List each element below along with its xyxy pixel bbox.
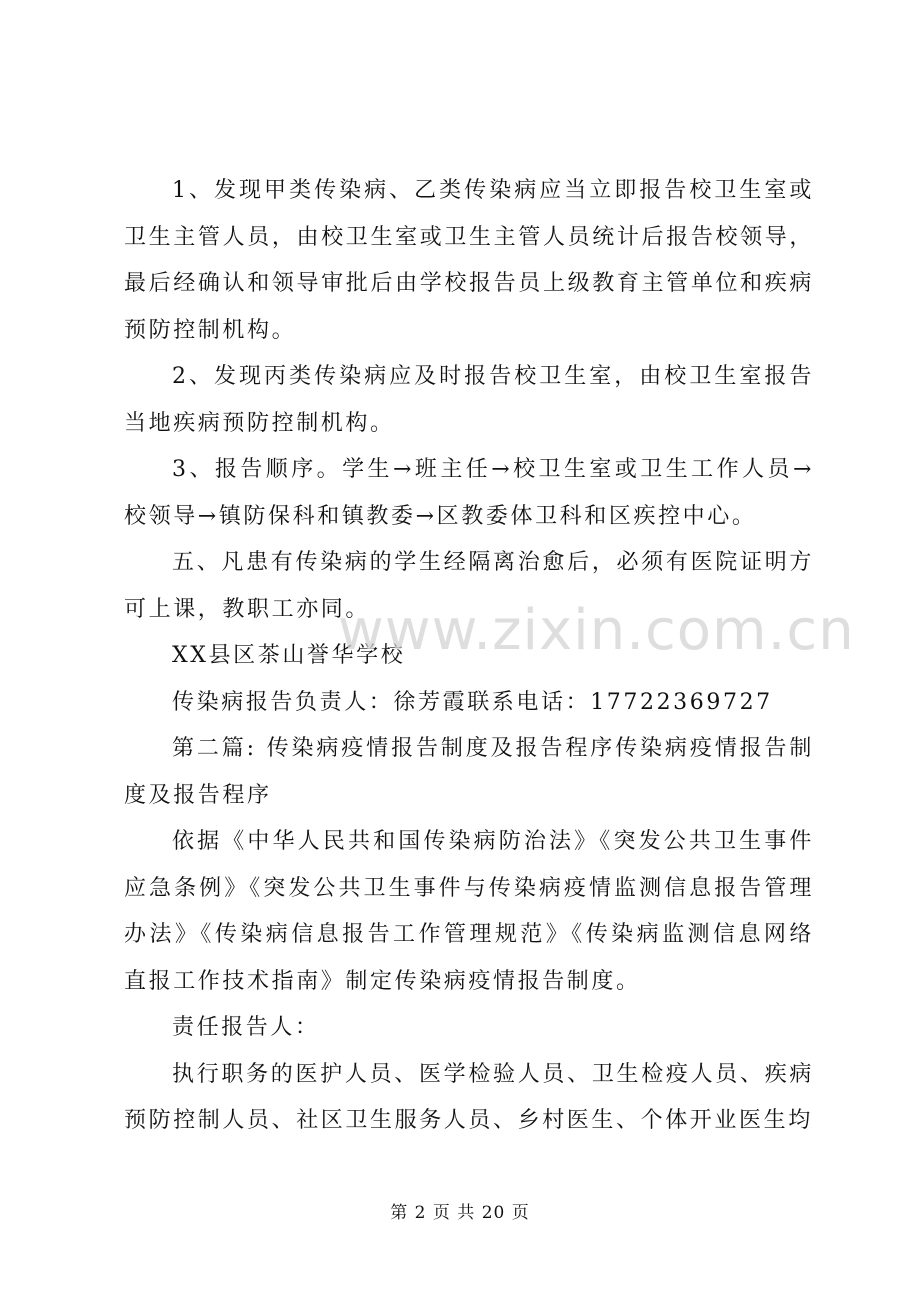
paragraph: 1、发现甲类传染病、乙类传染病应当立即报告校卫生室或卫生主管人员，由校卫生室或卫生主管人员统计后报告校领导，最后经确认和领导审批后由学校报告员上级教育主管单位和疾病预防控制机构。 [124,178,814,343]
paragraph: 责任报告人： [172,1015,320,1040]
paragraph: 3、报告顺序。学生→班主任→校卫生室或卫生工作人员→校领导→镇防保科和镇教委→区教委体卫科和区疾控中心。 [124,457,814,529]
school-name: XX县区茶山誉华学校 [172,643,406,668]
page-number-footer: 第 2 页 共 20 页 [390,1203,530,1223]
document-body [124,168,814,1145]
paragraph: 依据《中华人民共和国传染病防治法》《突发公共卫生事件应急条例》《突发公共卫生事件与传染病疫情监测信息报告管理办法》《传染病信息报告工作管理规范》《传染病监测信息网络直报工作技术指南》制定传染病疫情报告制度。 [124,829,814,994]
section-heading: 第二篇: 传染病疫情报告制度及报告程序传染病疫情报告制度及报告程序 [124,736,814,808]
paragraph: 执行职务的医护人员、医学检验人员、卫生检疫人员、疾病预防控制人员、社区卫生服务人员、乡村医生、个体开业医生均 [124,1061,814,1133]
paragraph: 2、发现丙类传染病应及时报告校卫生室，由校卫生室报告当地疾病预防控制机构。 [124,364,814,436]
contact-line: 传染病报告负责人：徐芳霞联系电话：17722369727 [172,689,773,715]
watermark: www.zixin.com.cn [338,598,855,663]
paragraph: 五、凡患有传染病的学生经隔离治愈后，必须有医院证明方可上课，教职工亦同。 [124,550,814,622]
